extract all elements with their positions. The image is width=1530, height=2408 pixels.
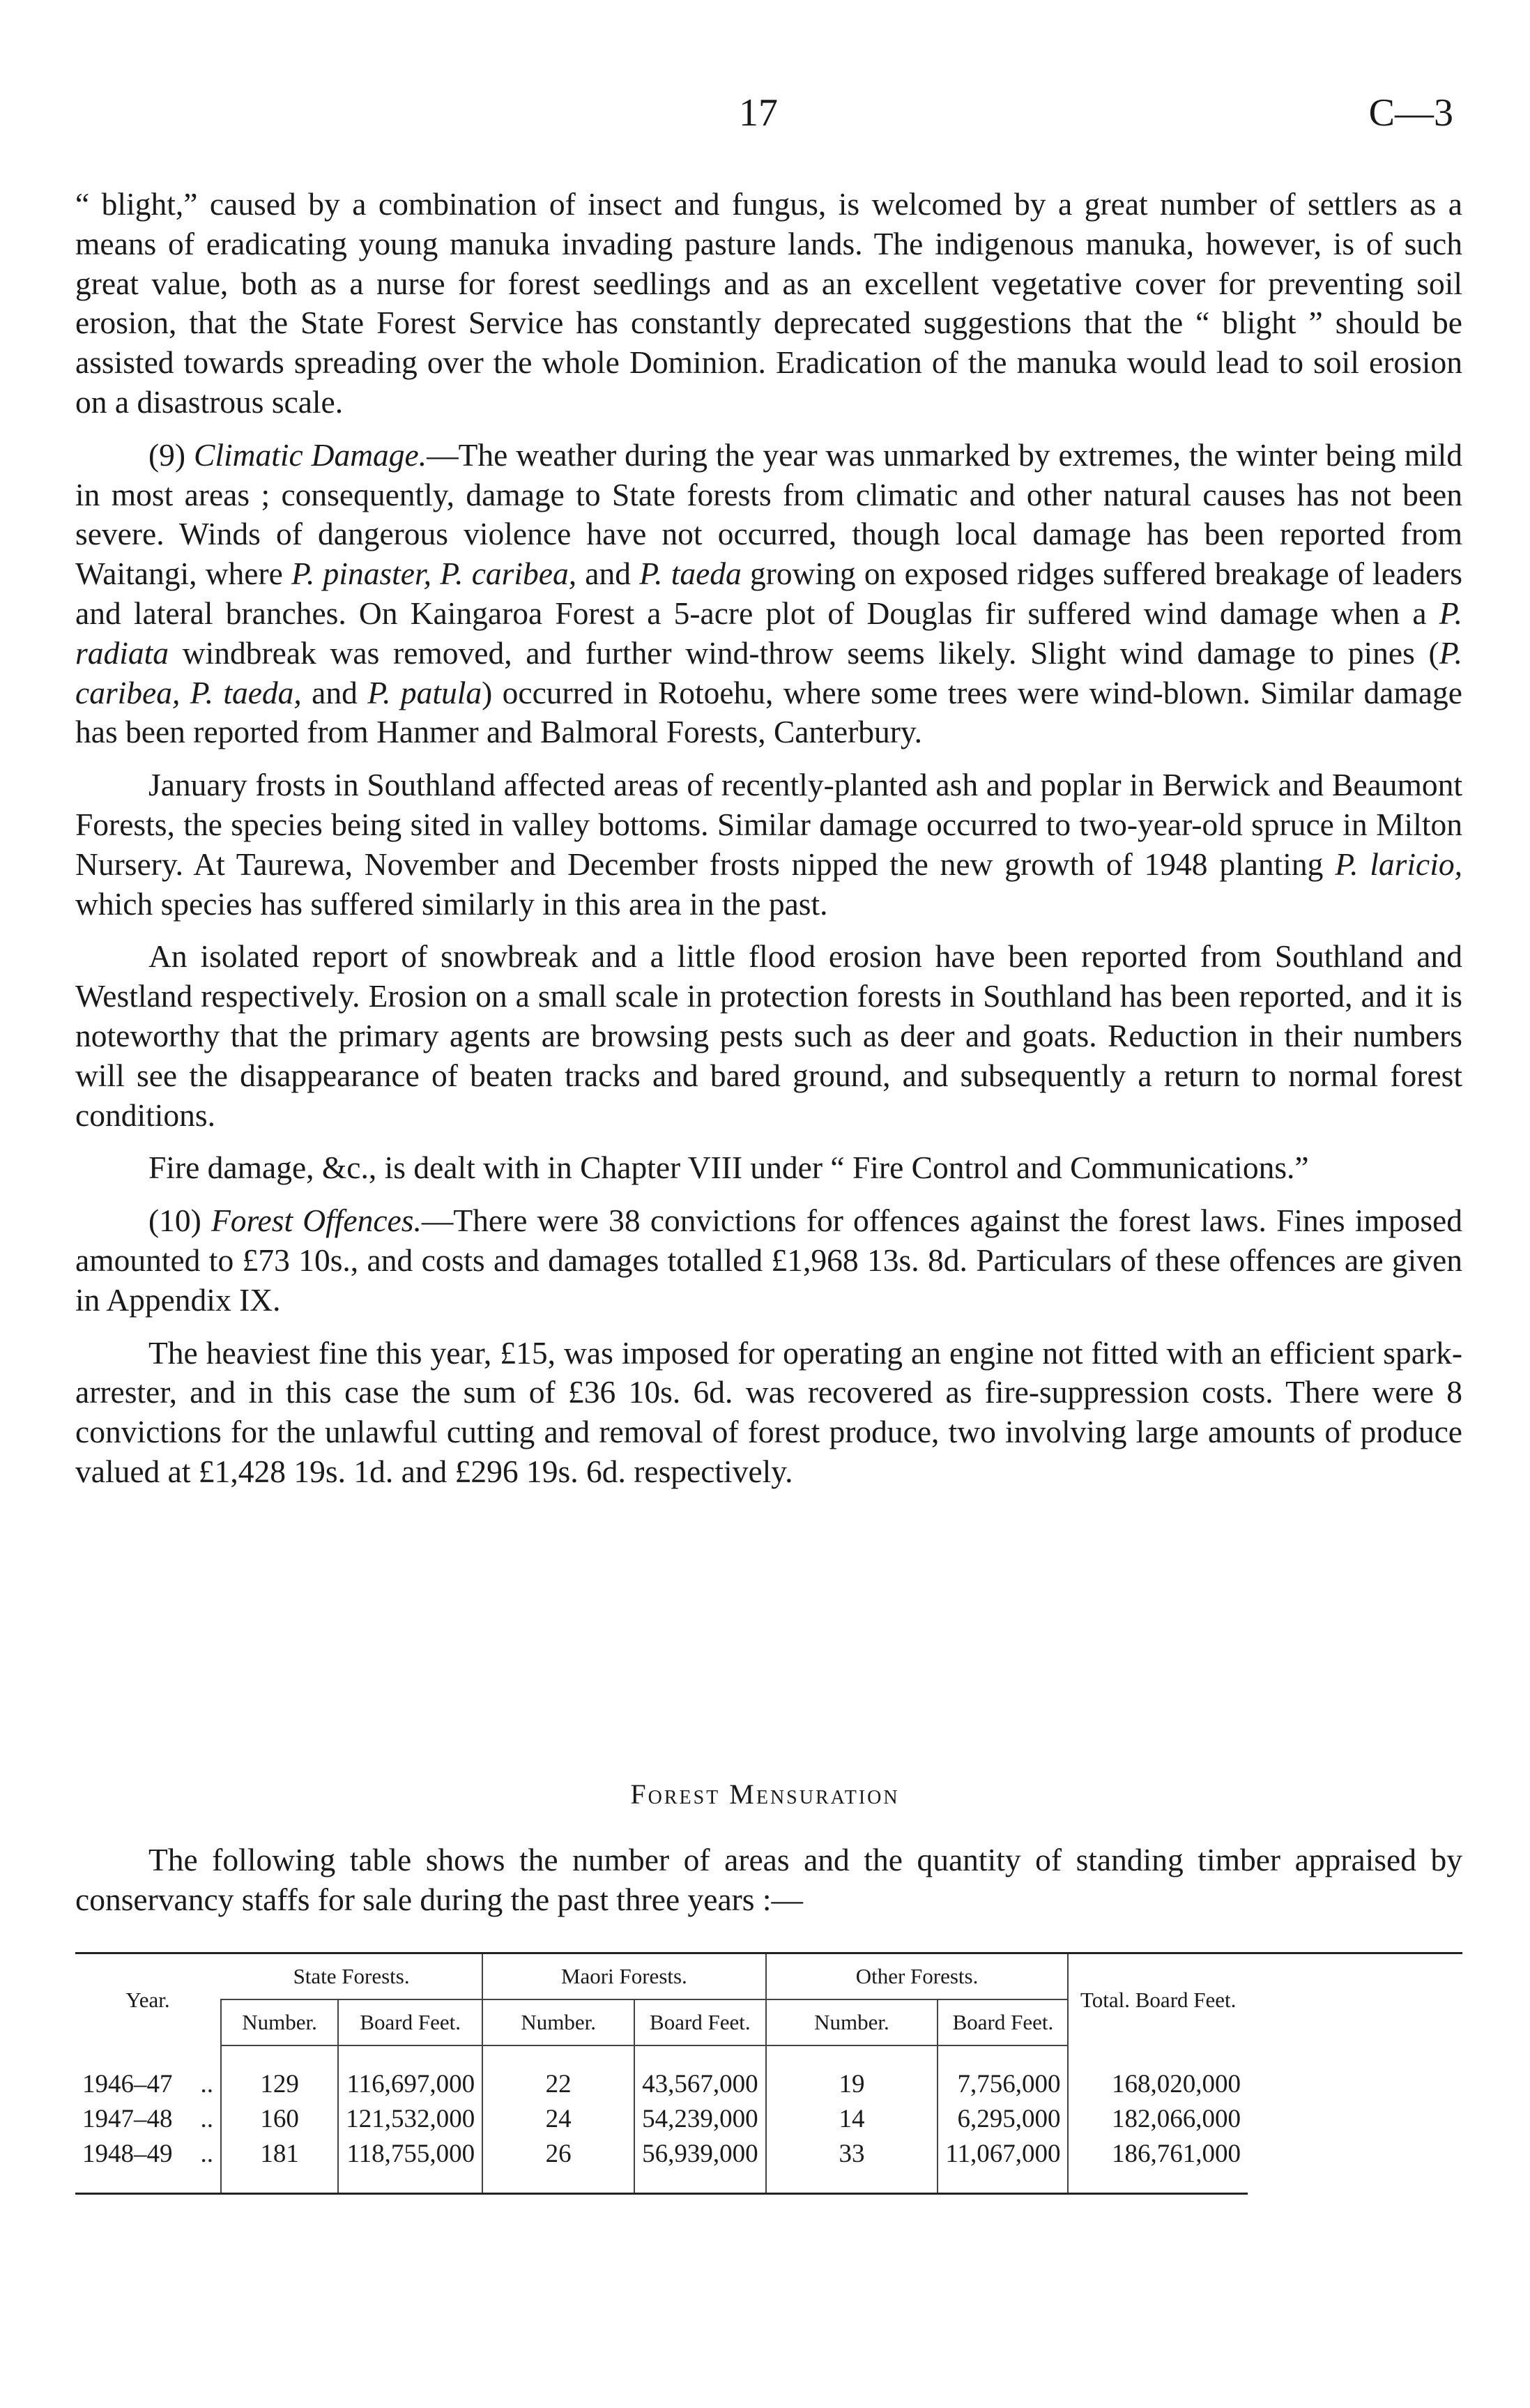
year-header: Year.	[125, 1987, 170, 2012]
total-cell: 186,761,000	[1068, 2137, 1247, 2172]
maori-board-feet-cell: 43,567,000	[634, 2067, 766, 2102]
paragraph-text: and	[576, 556, 640, 592]
maori-number-cell: 26	[482, 2137, 634, 2172]
paragraph	[75, 765, 1462, 924]
body-text	[75, 185, 1462, 1505]
maori-board-feet-cell: 54,239,000	[634, 2102, 766, 2137]
other-board-feet-cell: 11,067,000	[938, 2137, 1068, 2172]
paragraph-text: ) occurred in Rotoehu, where some trees were wind-blown. Similar damage has been reported from Hanmer and Balmoral Forests, Canterbury.	[75, 674, 1462, 750]
maori-forests-header: Maori Forests.	[482, 1953, 765, 2000]
mensuration-table	[75, 1952, 1462, 2195]
state-board-feet-cell: 118,755,000	[338, 2137, 482, 2172]
state-board-feet-cell: 121,532,000	[338, 2102, 482, 2137]
table-row	[75, 2102, 1462, 2137]
total-cell: 182,066,000	[1068, 2102, 1247, 2137]
italic-text: P. patula	[367, 674, 482, 710]
total-header: Total. Board Feet.	[1068, 1953, 1247, 2046]
maori-number-cell: 24	[482, 2102, 634, 2137]
paragraph-text: The heaviest fine this year, £15, was imposed for operating an engine not fitted with an efficient spark-arrester, and in this case the sum of £36 10s. 6d. was recovered as fire-suppression costs. There were 8 convictions for the unlawful cutting and removal of forest produce, two involving large amounts of produce valued at £1,428 19s. 1d. and £296 19s. 6d. respectively.	[75, 1334, 1462, 1489]
table-row	[75, 2067, 1462, 2102]
paragraph-text: An isolated report of snowbreak and a little flood erosion have been reported from Southland and Westland respectively. Erosion on a small scale in protection forests in Southland has been reported, and it is noteworthy that the primary agents are browsing pests such as deer and goats. Reduction in their numbers will see the disappearance of beaten tracks and bared ground, and subsequently a return to normal forest conditions.	[75, 938, 1462, 1133]
italic-text: P. taeda	[639, 556, 742, 592]
other-number-cell: 19	[766, 2067, 938, 2102]
italic-text: P. caribea, P. taeda,	[75, 634, 1462, 710]
other-board-feet-cell: 7,756,000	[938, 2067, 1068, 2102]
page-header	[0, 91, 1530, 146]
paragraph-text: windbreak was removed, and further wind-throw seems likely. Slight wind damage to pines (	[169, 634, 1439, 671]
table-subheader-row	[75, 1999, 1462, 2045]
paragraph	[75, 185, 1462, 422]
year-cell	[75, 2067, 221, 2102]
state-number-cell: 160	[221, 2102, 338, 2137]
year-label: 1946–47	[82, 2070, 173, 2098]
table-intro: The following table shows the number of areas and the quantity of standing timber appraised by conservancy staffs for sale during the past three years :—	[75, 1842, 1462, 1917]
italic-text: P. pinaster,	[291, 556, 432, 592]
other-board-feet-cell: 6,295,000	[938, 2102, 1068, 2137]
maori-board-feet-header: Board Feet.	[634, 1999, 766, 2045]
section-title: Forest Mensuration	[630, 1778, 900, 1810]
other-board-feet-header: Board Feet.	[938, 1999, 1068, 2045]
state-forests-header: State Forests.	[221, 1953, 482, 2000]
maori-number-header: Number.	[482, 1999, 634, 2045]
paragraph-text: Fire damage, &c., is dealt with in Chapter VIII under “ Fire Control and Communications.”	[148, 1150, 1309, 1186]
paragraph-text: and	[301, 674, 368, 710]
other-number-header: Number.	[766, 1999, 938, 2045]
total-cell: 168,020,000	[1068, 2067, 1247, 2102]
italic-text: P. laricio,	[1335, 846, 1462, 882]
paragraph-text: “ blight,” caused by a combination of insect and fungus, is welcomed by a great number of settlers as a means of eradicating young manuka invading pasture lands. The indigenous manuka, however, is of such great value, both as a nurse for forest seedlings and as an excellent vegetative cover for preventing soil erosion, that the State Forest Service has constantly deprecated suggestions that the “ blight ” should be assisted towards spreading over the whole Dominion. Eradication of the manuka would lead to soil erosion on a disastrous scale.	[75, 186, 1462, 420]
leader-dots: ..	[200, 2105, 213, 2133]
maori-board-feet-cell: 56,939,000	[634, 2137, 766, 2172]
paragraph	[75, 436, 1462, 752]
paragraph-text: January frosts in Southland affected areas of recently-planted ash and poplar in Berwick and Beaumont Forests, the species being sited in valley bottoms. Similar damage occurred to two-year-old spruce in Milton Nursery. At Taurewa, November and December frosts nipped the new growth of 1948 planting	[75, 767, 1462, 882]
italic-text: Climatic Damage.	[193, 436, 427, 473]
paragraph	[75, 937, 1462, 1135]
table-row	[75, 2137, 1462, 2172]
paragraph-text: (10)	[148, 1203, 211, 1239]
maori-number-cell: 22	[482, 2067, 634, 2102]
year-label: 1948–49	[82, 2140, 173, 2168]
state-board-feet-cell: 116,697,000	[338, 2067, 482, 2102]
state-board-feet-header: Board Feet.	[338, 1999, 482, 2045]
paragraph-text: —There were 38 convictions for offences against the forest laws. Fines imposed amounted to £73 10s., and costs and damages totalled £1,968 13s. 8d. Particulars of these offences are given in Appendix IX.	[75, 1203, 1462, 1318]
paragraph	[75, 1334, 1462, 1492]
other-number-cell: 14	[766, 2102, 938, 2137]
state-number-cell: 181	[221, 2137, 338, 2172]
year-cell	[75, 2102, 221, 2137]
state-number-cell: 129	[221, 2067, 338, 2102]
other-forests-header: Other Forests.	[766, 1953, 1069, 2000]
year-cell	[75, 2137, 221, 2172]
leader-dots: ..	[200, 2070, 213, 2098]
paragraph	[75, 1201, 1462, 1320]
year-label: 1947–48	[82, 2105, 173, 2133]
table-body	[75, 2045, 1462, 2194]
paragraph-text: growing on exposed ridges suffered breakage of leaders and lateral branches. On Kaingaroa Forest a 5-acre plot of Douglas fir suffered wind damage when a	[75, 556, 1463, 631]
italic-text: Forest Offences.	[211, 1203, 422, 1239]
leader-dots: ..	[200, 2140, 213, 2168]
other-number-cell: 33	[766, 2137, 938, 2172]
italic-text: P. caribea,	[440, 556, 577, 592]
paragraph-text: (9)	[148, 436, 194, 473]
paragraph	[75, 1148, 1462, 1188]
italic-text: P. radiata	[75, 595, 1462, 671]
paragraph-text: which species has suffered similarly in this area in the past.	[75, 885, 828, 922]
state-number-header: Number.	[221, 1999, 338, 2045]
document-code: C—3	[1368, 91, 1453, 135]
paragraph-text	[431, 556, 440, 591]
page-number: 17	[739, 91, 778, 135]
paragraph-text: —The weather during the year was unmarked by extremes, the winter being mild in most areas ; consequently, damage to State forests from climatic and other natural causes has not been severe. Winds of dangerous violence have not occurred, though local damage has been reported from Waitangi, where	[75, 436, 1463, 592]
table-header-row	[75, 1953, 1462, 2000]
